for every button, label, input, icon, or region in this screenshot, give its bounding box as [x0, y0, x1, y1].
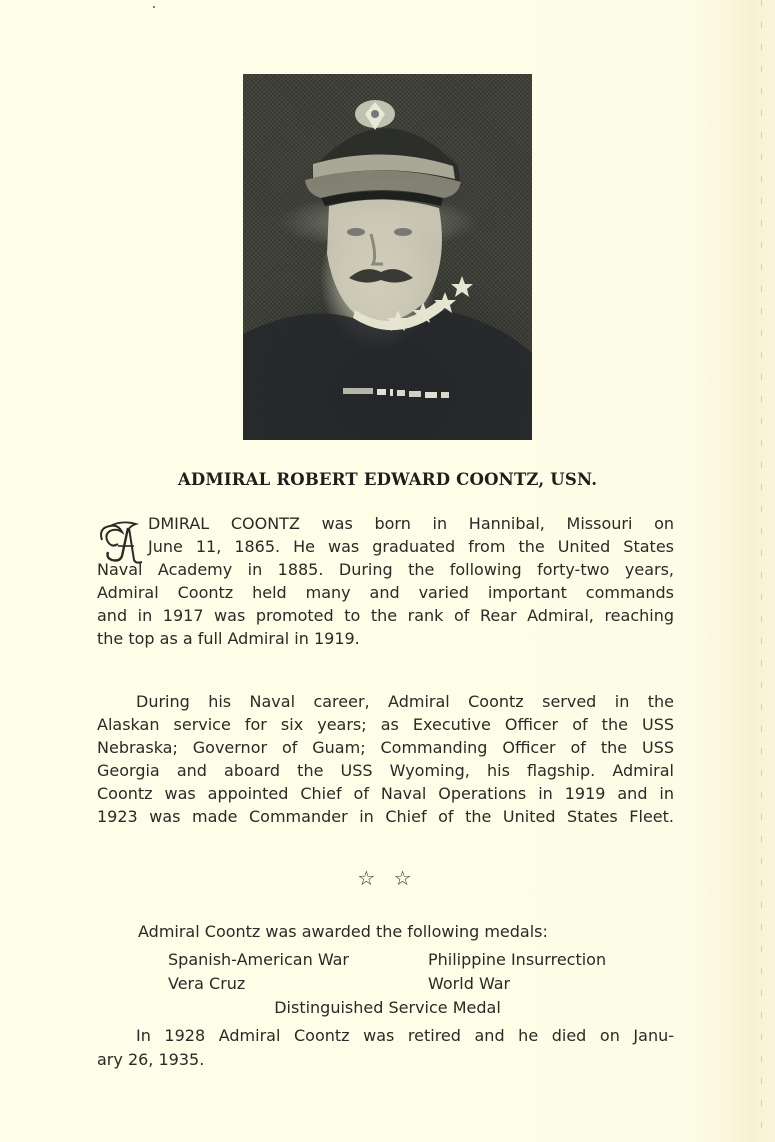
paragraph2-line-2: Alaskan service for six years; as Executive Officer of the USS — [97, 715, 674, 734]
paragraph2-line-4: Georgia and aboard the USS Wyoming, his flagship. Admiral — [97, 761, 674, 780]
paragraph1-line-3: Naval Academy in 1885. During the following forty-two years, — [97, 560, 674, 579]
paragraph1-line-2: June 11, 1865. He was graduated from the United States — [148, 537, 674, 556]
paragraph1-line-1: DMIRAL COONTZ was born in Hannibal, Missouri on — [148, 514, 674, 533]
paragraph2-line-3: Nebraska; Governor of Guam; Commanding Officer of the USS — [97, 738, 674, 757]
closing-line-2: ary 26, 1935. — [97, 1050, 205, 1069]
paragraph1-line-5: and in 1917 was promoted to the rank of Rear Admiral, reaching — [97, 606, 674, 625]
face — [327, 199, 442, 322]
paragraph2-line-1: During his Naval career, Admiral Coontz served in the — [136, 692, 674, 711]
cap-badge-icon — [355, 100, 395, 130]
medals-intro: Admiral Coontz was awarded the following medals: — [138, 922, 548, 941]
paragraph2-line-6: 1923 was made Commander in Chief of the United States Fleet. — [97, 807, 674, 826]
scan-speck — [153, 6, 155, 8]
drop-cap-letter: A — [96, 518, 97, 519]
page-edge-shadow — [761, 0, 762, 1142]
medal-item: Philippine Insurrection — [428, 950, 607, 969]
paragraph1-line-4: Admiral Coontz held many and varied important commands — [97, 583, 674, 602]
star-separator-icon: ☆ ☆ — [357, 866, 418, 890]
paragraph1-line-6: the top as a full Admiral in 1919. — [97, 629, 360, 648]
medal-item: Distinguished Service Medal — [274, 998, 501, 1017]
closing-line-1: In 1928 Admiral Coontz was retired and he died on Janu- — [136, 1026, 674, 1045]
medal-item: Spanish-American War — [168, 950, 350, 969]
portrait-photo — [243, 74, 532, 440]
portrait-illustration — [243, 74, 532, 440]
medal-item: World War — [428, 974, 511, 993]
medal-item: Vera Cruz — [168, 974, 246, 993]
paragraph2-line-5: Coontz was appointed Chief of Naval Operations in 1919 and in — [97, 784, 674, 803]
page-title: ADMIRAL ROBERT EDWARD COONTZ, USN. — [177, 470, 598, 489]
